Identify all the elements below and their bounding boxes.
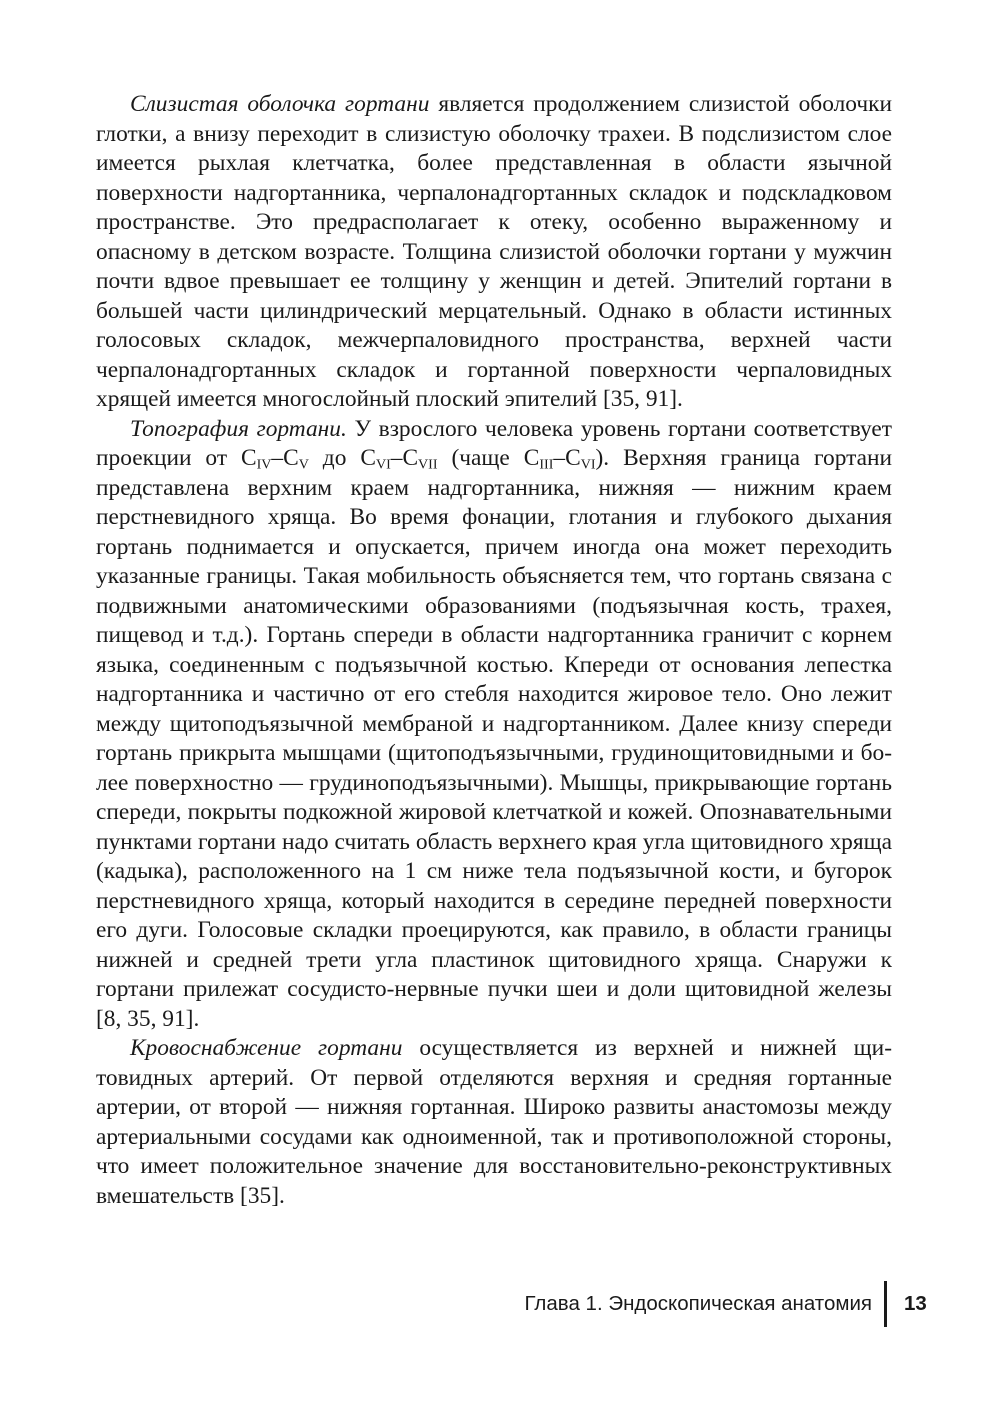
paragraph-body: до C [308,445,376,471]
page-number: 13 [904,1292,927,1315]
paragraph-body: –C [271,445,299,471]
paragraph-body: ). Верхняя граница гортани представлена верхним краем надгортанника, нижняя — нижним краем перстневидного хряща. Во время фонации, глотания и глубокого дыхания гортань поднимается и опускается, причем иногда она может переходить указанные границы. Такая мобильность объясняется тем, что гортань связана с подвижными анатомическими образованиями (подъязычная кость, трахея, пищевод и т.д.). Гортань спереди в области надгортанника граничит с корнем языка, соединенным с подъязычной костью. Кпереди от основания лепестка надгортанника и частично от его стебля находится жировое тело. Оно лежит между щитоподъязычной мембраной и надгортанником. Далее книзу спереди гортань прикрыта мышцами (щитоподъязычными, грудинощитовидными и более поверхностно — грудиноподъязычными). Мышцы, прикрывающие гортань спереди, покрыты подкожной жировой клетчаткой и кожей. Опознавательными пунктами гортани надо считать область верхнего края угла щитовидного хряща (кадыка), расположенного на 1 см ниже тела подъязычной кости, и бугорок перстневидного хряща, который находится в середине передней поверхности его дуги. Голосовые складки проецируются, как правило, в области границы нижней и средней трети угла пластинок щитовидного хряща. Снаружи к гортани прилежат сосудисто-нервные пучки шеи и доли щитовидной железы [8, 35, 91]. [96,445,892,1032]
vertebra-subscript: V [298,456,309,473]
paragraph-body: –C [553,445,581,471]
paragraph-lead: Кровоснабжение гортани [130,1035,403,1061]
vertebra-subscript: IV [256,456,272,473]
paragraph-body: осуществляется из верхней и нижней щитовидных артерий. От первой отделяются верхняя и средняя гортанные артерии, от второй — нижняя гортанная. Широко развиты анастомозы между артериальными сосудами как одноименной, так и противоположной стороны, что имеет положительное значение для восстановительно-реконструктивных вмешательств [35]. [96,1035,892,1209]
paragraph-mucosa [96,90,892,415]
vertebra-subscript: VI [375,456,391,473]
vertebra-subscript: VI [580,456,596,473]
footer-divider [884,1281,887,1327]
body-text [96,90,892,1211]
paragraph-lead: Топография гортани. [130,415,347,442]
paragraph-topography [96,415,892,1035]
paragraph-body: –C [390,445,419,471]
vertebra-subscript: VII [418,456,438,473]
paragraph-body: является продолжением слизистой оболочки глотки, а внизу переходит в слизистую оболочку трахеи. В подслизистом слое имеется рыхлая клетчатка, более представленная в области язычной поверхности надгортанника, черпалонадгортанных складок и подскладковом пространстве. Это предрасполагает к отеку, особенно выраженному и опасному в детском возрасте. Толщина слизистой оболочки гортани у мужчин почти вдвое превышает ее толщину у женщин и детей. Эпителий гортани в большей части цилиндрический мерцательный. Однако в области истинных голосовых складок, межчерпаловидного пространства, верхней части черпалонадгортанных складок и гортанной поверхности черпаловидных хрящей имеется многослойный плоский эпителий [35, 91]. [96,91,892,412]
running-footer-chapter-title: Глава 1. Эндоскопическая анатомия [524,1292,872,1315]
paragraph-body: (чаще C [437,445,540,471]
paragraph-lead: Слизистая оболочка гортани [130,91,430,117]
vertebra-subscript: III [539,456,554,473]
paragraph-body: У взрослого человека уровень гортани соответствует проекции от C [96,415,892,471]
paragraph-blood-supply [96,1034,892,1211]
